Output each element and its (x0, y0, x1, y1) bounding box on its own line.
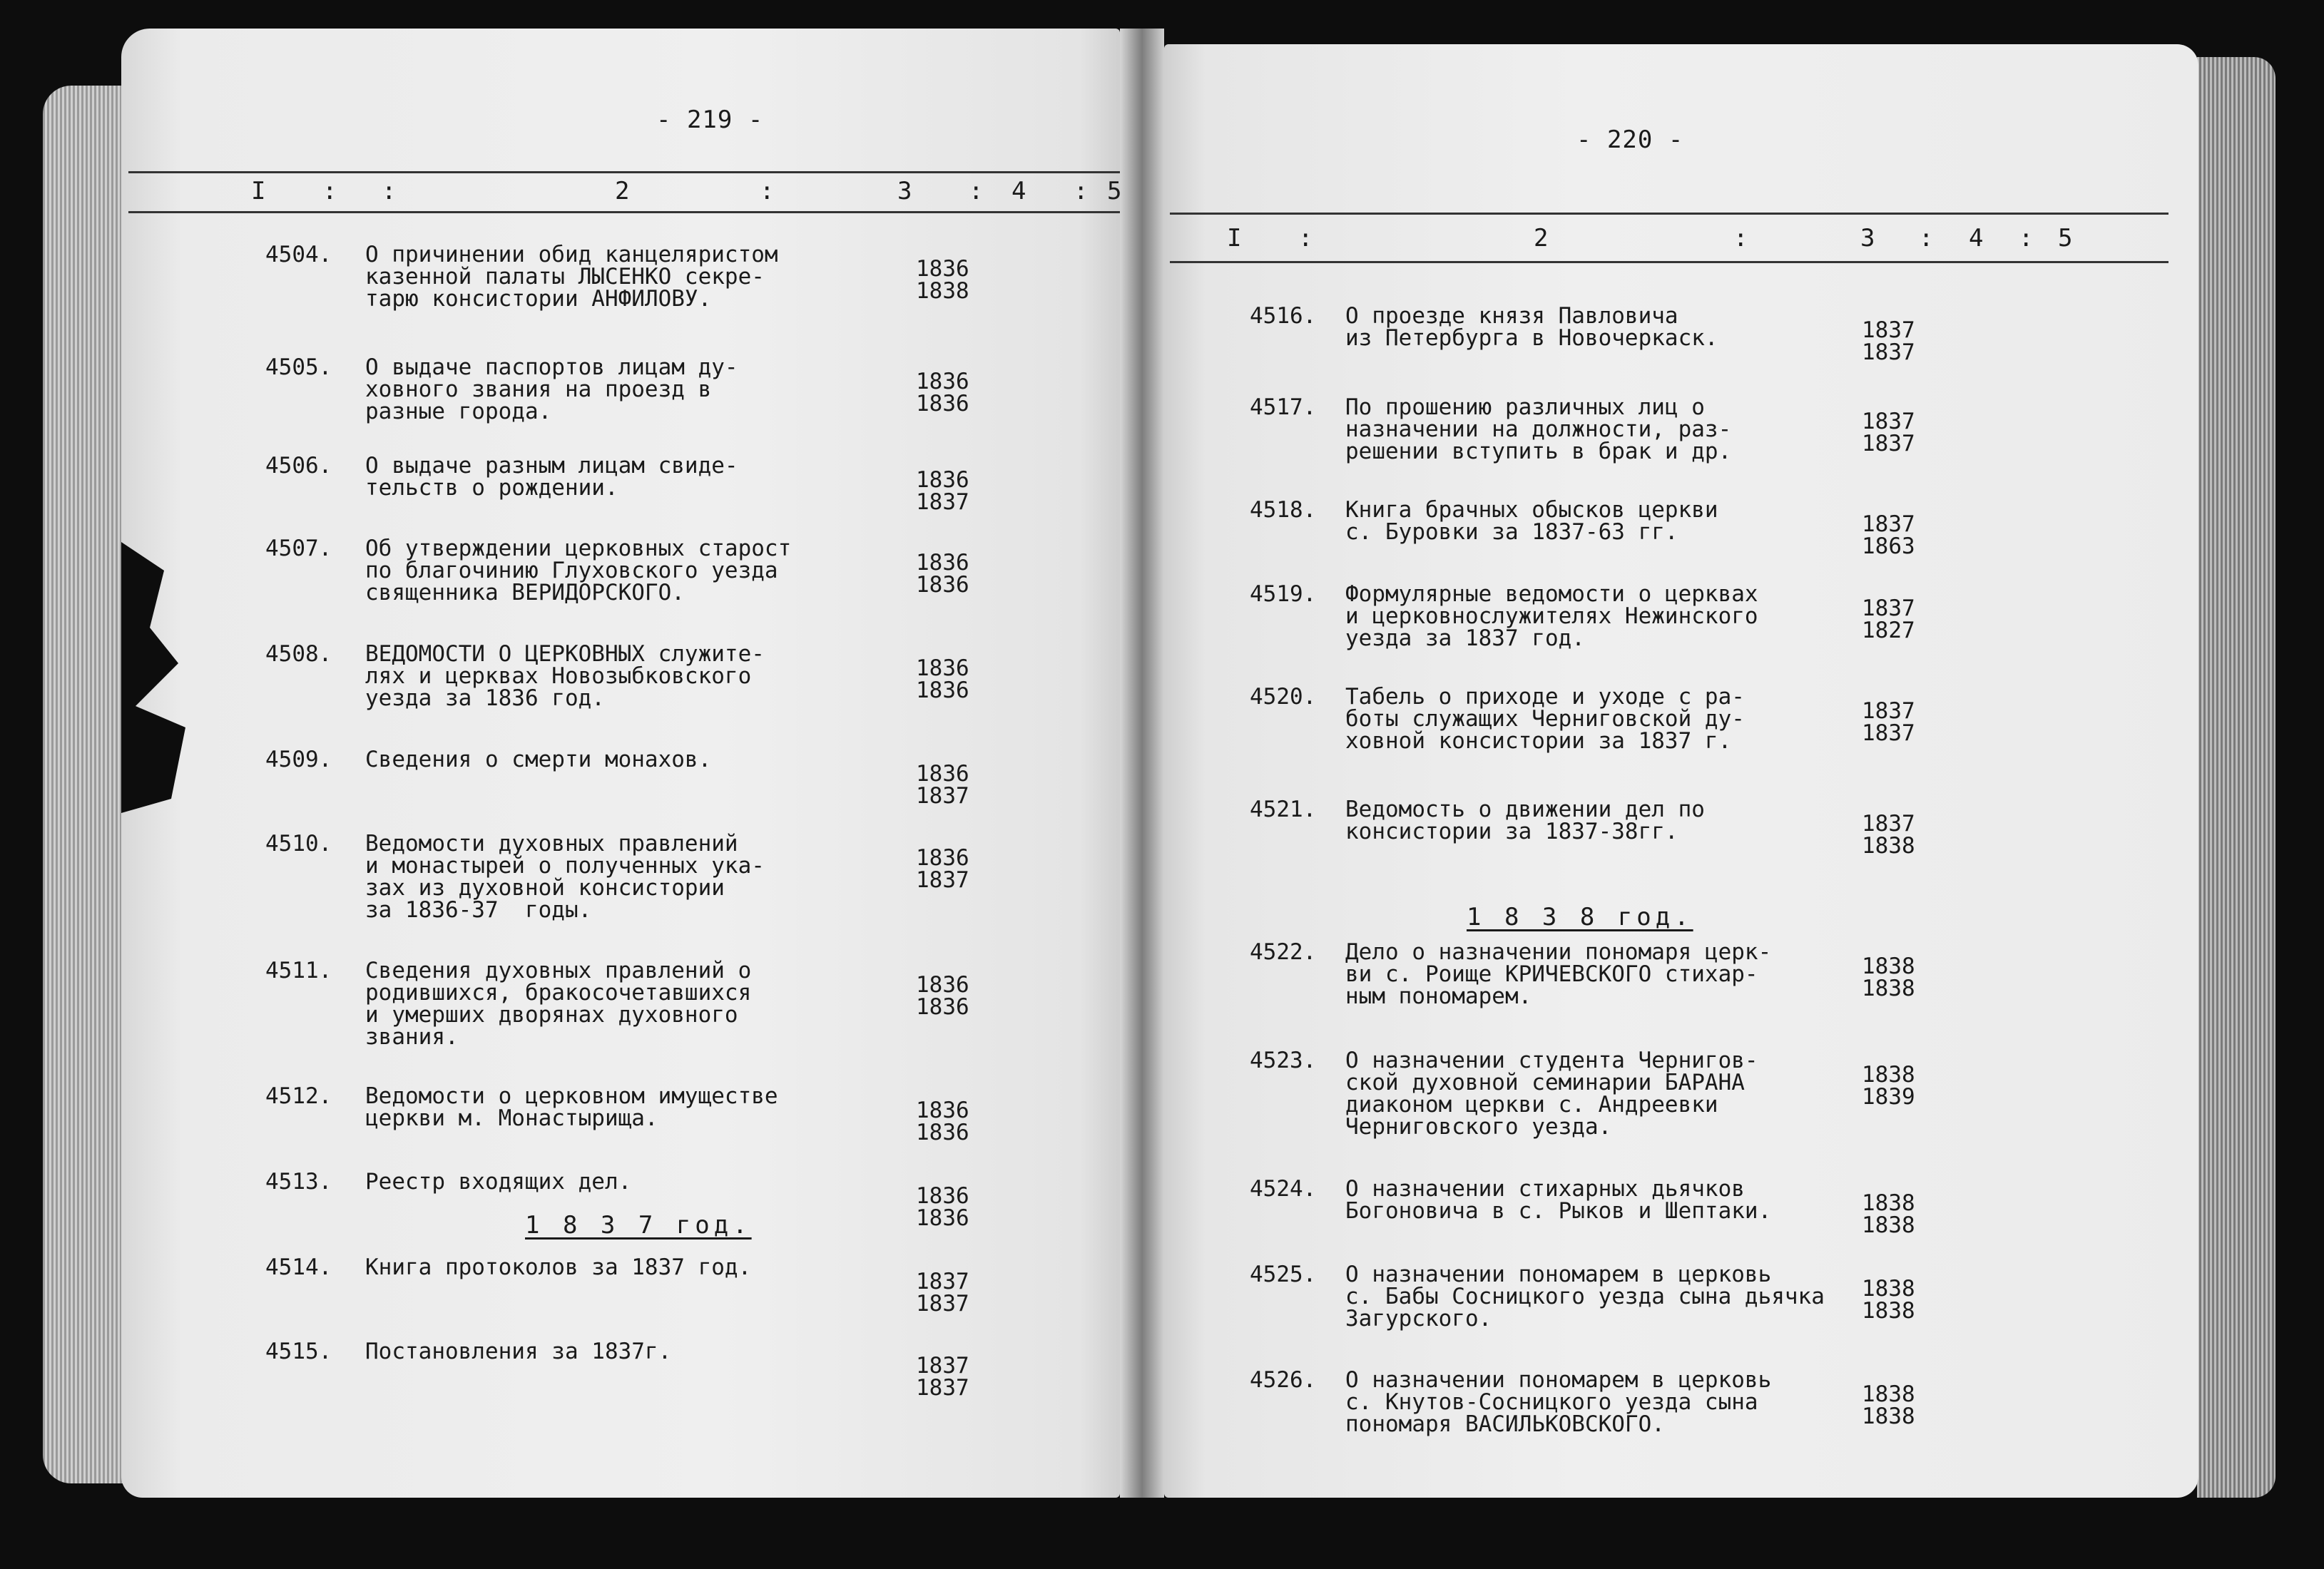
entry-number: 4522. (1250, 939, 1317, 965)
column-header: : (2019, 224, 2034, 252)
entry-years: 1836 1838 (916, 256, 969, 304)
entry-years: 1838 1838 (1862, 1381, 1915, 1429)
entry-title: О назначении стихарных дьячков Богоновича в с. Рыков и Шептаки. (1345, 1176, 1772, 1224)
column-header: 3 (897, 177, 912, 205)
entry-number: 4523. (1250, 1048, 1317, 1073)
column-header: : (382, 177, 397, 205)
header-rule-top (128, 171, 1120, 173)
column-header: 5 (1107, 177, 1122, 205)
year-heading: 1 8 3 8 год. (1467, 903, 1693, 931)
entry-number: 4512. (265, 1083, 332, 1109)
column-header: I (1227, 224, 1242, 252)
entry-years: 1836 1836 (916, 369, 969, 416)
column-header: 3 (1860, 224, 1875, 252)
entry-title: О проезде князя Павловича из Петербурга в Новочеркаск. (1345, 303, 1718, 351)
entry-years: 1836 1836 (916, 550, 969, 598)
entry-years: 1837 1837 (916, 1269, 969, 1317)
header-rule-top (1170, 213, 2168, 215)
entry-number: 4513. (265, 1169, 332, 1195)
column-header: 2 (615, 177, 630, 205)
entry-number: 4518. (1250, 497, 1317, 523)
entry-number: 4519. (1250, 581, 1317, 607)
column-header: : (322, 177, 337, 205)
entry-title: Дело о назначении пономаря церк- ви с. Роище КРИЧЕВСКОГО стихар- ным пономарем. (1345, 939, 1772, 1009)
entry-number: 4516. (1250, 303, 1317, 329)
entry-number: 4510. (265, 831, 332, 857)
entry-title: О выдаче паспортов лицам ду- ховного звания на проезд в разные города. (365, 354, 738, 424)
entry-years: 1836 1836 (916, 972, 969, 1020)
column-header: 5 (2058, 224, 2073, 252)
entry-title: О назначении студента Чернигов- ской духовной семинарии БАРАНА диаконом церкви с. Андреевки Черниговского уезда. (1345, 1048, 1758, 1140)
entry-title: ВЕДОМОСТИ О ЦЕРКОВНЫХ служите- лях и церквах Новозыбковского уезда за 1836 год. (365, 641, 765, 711)
header-rule-bottom (1170, 261, 2168, 263)
page-number: - 220 - (1576, 126, 1684, 154)
entry-title: Ведомости духовных правлений и монастырей о полученных ука- зах из духовной консистории за 1836-37 годы. (365, 831, 765, 923)
entry-years: 1838 1838 (1862, 1276, 1915, 1324)
entry-title: Постановления за 1837г. (365, 1339, 672, 1364)
entry-number: 4507. (265, 536, 332, 561)
entry-years: 1838 1838 (1862, 954, 1915, 1001)
entry-number: 4525. (1250, 1262, 1317, 1287)
entry-years: 1836 1837 (916, 845, 969, 893)
column-header: 2 (1534, 224, 1549, 252)
year-heading: 1 8 3 7 год. (525, 1211, 752, 1240)
entry-years: 1837 1827 (1862, 596, 1915, 643)
entry-years: 1836 1837 (916, 467, 969, 515)
column-header: 4 (1011, 177, 1026, 205)
column-header: : (1298, 224, 1313, 252)
entry-title: О причинении обид канцеляристом казенной палаты ЛЫСЕНКО секре- тарю консистории АНФИЛОВУ. (365, 242, 778, 312)
entry-number: 4506. (265, 453, 332, 479)
column-header: : (969, 177, 984, 205)
page-number: - 219 - (656, 106, 764, 134)
entry-number: 4511. (265, 958, 332, 983)
entry-number: 4521. (1250, 797, 1317, 822)
entry-number: 4524. (1250, 1176, 1317, 1202)
entry-number: 4504. (265, 242, 332, 267)
column-header: : (1074, 177, 1089, 205)
entry-number: 4505. (265, 354, 332, 380)
entry-number: 4508. (265, 641, 332, 667)
entry-title: Табель о приходе и уходе с ра- боты служащих Черниговской ду- ховной консистории за 1837 г. (1345, 684, 1745, 754)
entry-years: 1838 1839 (1862, 1062, 1915, 1110)
entry-number: 4526. (1250, 1367, 1317, 1393)
column-header: I (251, 177, 266, 205)
entry-title: Сведения духовных правлений о родившихся, бракосочетавшихся и умерших дворянах духовного звания. (365, 958, 752, 1050)
entry-title: Ведомость о движении дел по консистории за 1837-38гг. (1345, 797, 1705, 844)
entry-years: 1837 1837 (916, 1353, 969, 1401)
column-header: : (760, 177, 775, 205)
entry-number: 4514. (265, 1254, 332, 1280)
entry-number: 4515. (265, 1339, 332, 1364)
entry-number: 4520. (1250, 684, 1317, 710)
entry-years: 1837 1837 (1862, 317, 1915, 365)
entry-years: 1837 1837 (1862, 409, 1915, 456)
column-header: : (1919, 224, 1934, 252)
entry-number: 4509. (265, 747, 332, 772)
header-rule-bottom (128, 211, 1120, 213)
column-header: 4 (1969, 224, 1984, 252)
entry-years: 1836 1836 (916, 1183, 969, 1231)
entry-number: 4517. (1250, 394, 1317, 420)
entry-title: О назначении пономарем в церковь с. Кнутов-Сосницкого уезда сына пономаря ВАСИЛЬКОВСКОГО. (1345, 1367, 1772, 1437)
column-header: : (1733, 224, 1748, 252)
entry-years: 1837 1863 (1862, 511, 1915, 559)
entry-years: 1837 1837 (1862, 698, 1915, 746)
entry-title: Сведения о смерти монахов. (365, 747, 712, 772)
entry-title: Реестр входящих дел. (365, 1169, 632, 1195)
entry-title: Ведомости о церковном имуществе церкви м. Монастырища. (365, 1083, 778, 1131)
entry-title: О назначении пономарем в церковь с. Бабы Сосницкого уезда сына дьячка Загурского. (1345, 1262, 1825, 1332)
entry-years: 1836 1836 (916, 655, 969, 703)
entry-years: 1838 1838 (1862, 1190, 1915, 1238)
entry-title: По прошению различных лиц о назначении на должности, раз- решении вступить в брак и др. (1345, 394, 1732, 464)
entry-title: О выдаче разным лицам свиде- тельств о рождении. (365, 453, 738, 501)
entry-title: Книга брачных обысков церкви с. Буровки за 1837-63 гг. (1345, 497, 1718, 545)
entry-years: 1836 1836 (916, 1098, 969, 1145)
entry-years: 1836 1837 (916, 761, 969, 809)
entry-title: Формулярные ведомости о церквах и церковнослужителях Нежинского уезда за 1837 год. (1345, 581, 1758, 651)
entry-title: Об утверждении церковных старост по благочинию Глуховского уезда священника ВЕРИДОРСКОГО. (365, 536, 792, 605)
entry-years: 1837 1838 (1862, 811, 1915, 859)
entry-title: Книга протоколов за 1837 год. (365, 1254, 752, 1280)
